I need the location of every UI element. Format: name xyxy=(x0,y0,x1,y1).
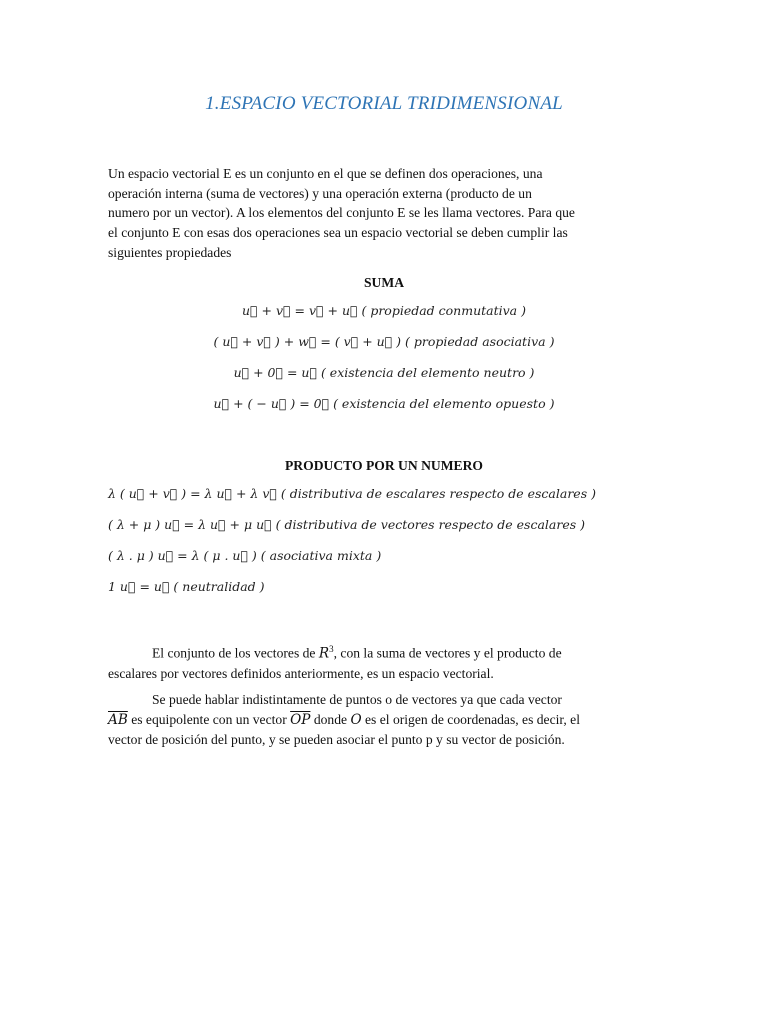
paragraph-equipolente xyxy=(108,690,648,750)
intro-line: numero por un vector). A los elementos del conjunto E se les llama vectores. Para que xyxy=(108,205,575,221)
vector-ab: $\overline{AB}$ xyxy=(108,711,128,728)
formula-asociativa: ( u⃗ + v⃗ ) + w⃗ = ( v⃗ + u⃗ ) ( propiedad asociativa ) xyxy=(213,334,555,349)
paragraph-equipolente-line: vector de posición del punto, y se pueden asociar el punto p y su vector de posición. xyxy=(108,732,565,748)
intro-line: el conjunto E con esas dos operaciones sea un espacio vectorial se deben cumplir las xyxy=(108,225,568,241)
intro-line: siguientes propiedades xyxy=(108,244,232,260)
formula-neutro: u⃗ + 0⃗ = u⃗ ( existencia del elemento neutro ) xyxy=(233,365,535,380)
paragraph-r3-line: escalares por vectores definidos anteriormente, es un espacio vectorial. xyxy=(108,666,494,682)
paragraph-r3 xyxy=(108,640,648,684)
paragraph-equipolente-text: es equipolente con un vector xyxy=(127,711,291,727)
formula-opuesto: u⃗ + ( − u⃗ ) = 0⃗ ( existencia del elemento opuesto ) xyxy=(213,396,555,411)
paragraph-equipolente-text: donde xyxy=(310,711,351,727)
formula-neutralidad: 1 u⃗ = u⃗ ( neutralidad ) xyxy=(108,579,265,594)
paragraph-equipolente-line: Se puede hablar indistintamente de puntos o de vectores ya que cada vector xyxy=(152,692,562,707)
paragraph-r3-text: El conjunto de los vectores de xyxy=(152,645,319,661)
intro-line: Un espacio vectorial E es un conjunto en el que se definen dos operaciones, una xyxy=(108,166,543,181)
formula-asociativa-mixta: ( λ . μ ) u⃗ = λ ( μ . u⃗ ) ( asociativa mixta ) xyxy=(108,548,382,563)
formula-distributiva-escalares: λ ( u⃗ + v⃗ ) = λ u⃗ + λ v⃗ ( distributiva de escalares respecto de escalares ) xyxy=(108,486,596,501)
formula-distributiva-vectores: ( λ + μ ) u⃗ = λ u⃗ + μ u⃗ ( distributiva de vectores respecto de escalares ) xyxy=(108,517,586,532)
r-symbol: R xyxy=(318,645,330,662)
document-title: 1.ESPACIO VECTORIAL TRIDIMENSIONAL xyxy=(205,93,563,114)
paragraph-r3-text: , con la suma de vectores y el producto de xyxy=(333,645,562,661)
paragraph-equipolente-text: es el origen de coordenadas, es decir, el xyxy=(361,711,580,727)
formula-conmutativa: u⃗ + v⃗ = v⃗ + u⃗ ( propiedad conmutativa ) xyxy=(242,303,526,318)
intro-paragraph xyxy=(108,164,648,263)
r-superscript: 3 xyxy=(329,644,334,654)
producto-heading: PRODUCTO POR UN NUMERO xyxy=(285,458,483,473)
origin-symbol: O xyxy=(350,711,362,728)
intro-line: operación interna (suma de vectores) y una operación externa (producto de un xyxy=(108,185,532,201)
suma-heading: SUMA xyxy=(363,275,405,290)
vector-op: $\overline{OP}$ xyxy=(290,711,311,728)
